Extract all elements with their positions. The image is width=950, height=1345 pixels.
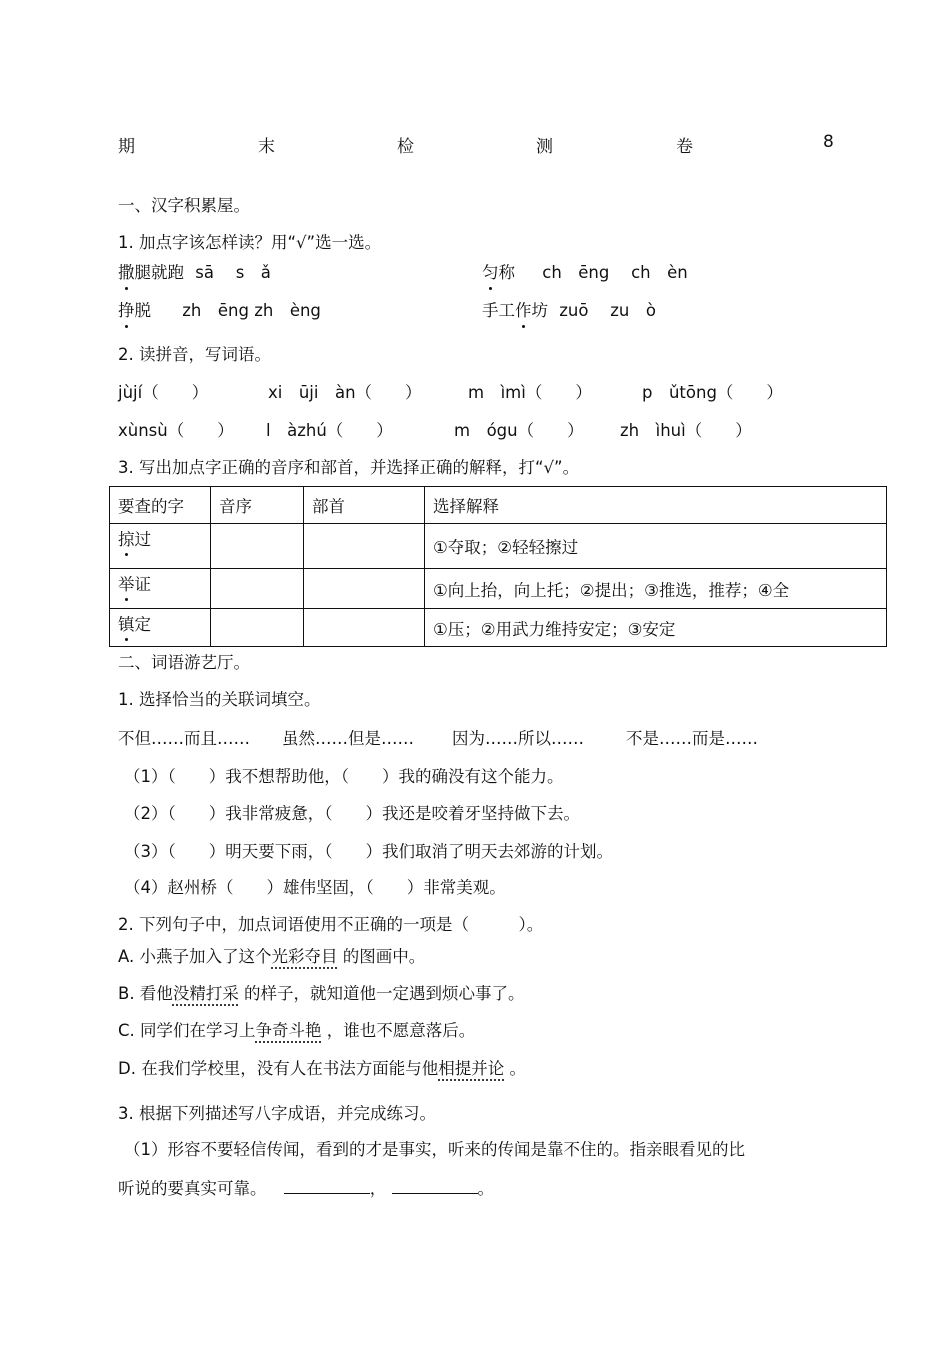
table-header: 部首 bbox=[304, 487, 425, 524]
punct: 。 bbox=[477, 1179, 494, 1198]
title-char: 卷 bbox=[676, 137, 693, 157]
s1-q1-item bbox=[482, 300, 656, 322]
meaning-cell[interactable]: ①压；②用武力维持安定；③安定 bbox=[425, 609, 887, 647]
word-rest: 坊 bbox=[531, 301, 548, 320]
table-header: 选择解释 bbox=[425, 487, 887, 524]
table-row bbox=[110, 569, 887, 609]
pinyin-item[interactable]: l àzhú（ ） bbox=[266, 421, 393, 440]
table-header-row bbox=[110, 487, 887, 524]
title-char: 期 bbox=[118, 137, 135, 157]
radical-cell[interactable] bbox=[304, 609, 425, 647]
table-header: 要查的字 bbox=[110, 487, 211, 524]
s2-q2-prompt: 2. 下列句子中，加点词语使用不正确的一项是（ ）。 bbox=[118, 915, 544, 934]
radical-cell[interactable] bbox=[304, 569, 425, 609]
option-text: D. 在我们学校里，没有人在书法方面能与他 bbox=[118, 1059, 439, 1078]
option-text: A. 小燕子加入了这个 bbox=[118, 947, 272, 966]
pinyin-options[interactable]: sā s ǎ bbox=[195, 263, 271, 282]
phonetic-cell[interactable] bbox=[211, 609, 304, 647]
option-text: 的样子，就知道他一定遇到烦心事了。 bbox=[238, 984, 525, 1003]
pinyin-item[interactable]: xùnsù（ ） bbox=[118, 421, 234, 440]
lookup-table bbox=[109, 486, 887, 647]
conjunction-option: 不是……而是…… bbox=[626, 729, 758, 748]
s2-q3-item-line bbox=[118, 1177, 494, 1200]
table-row bbox=[110, 609, 887, 647]
section2-heading: 二、词语游艺厅。 bbox=[118, 653, 250, 672]
pinyin-item[interactable]: xi ūji àn（ ） bbox=[268, 383, 422, 402]
dotted-char: 撒 bbox=[118, 263, 135, 282]
title-char: 测 bbox=[536, 137, 553, 157]
dotted-word: 争奇斗艳 bbox=[255, 1021, 322, 1040]
word-rest: 腿就跑 bbox=[134, 263, 184, 282]
pinyin-item[interactable]: zh ìhuì（ ） bbox=[620, 421, 752, 440]
s1-q2-prompt: 2. 读拼音，写词语。 bbox=[118, 345, 271, 364]
phonetic-cell[interactable] bbox=[211, 524, 304, 569]
table-header: 音序 bbox=[211, 487, 304, 524]
s1-q1-item bbox=[118, 262, 271, 284]
conjunction-option: 因为……所以…… bbox=[452, 729, 584, 748]
pinyin-options[interactable]: zh ēng zh èng bbox=[182, 301, 321, 320]
fill-item[interactable]: （2）（ ）我非常疲惫，（ ）我还是咬着牙坚持做下去。 bbox=[124, 804, 580, 823]
radical-cell[interactable] bbox=[304, 524, 425, 569]
dotted-word: 没精打采 bbox=[172, 984, 239, 1003]
punct: ， bbox=[369, 1179, 387, 1198]
word-rest: 证 bbox=[134, 575, 151, 594]
dotted-word: 相提并论 bbox=[438, 1059, 505, 1078]
word-pre: 手工 bbox=[482, 301, 515, 320]
dotted-char: 掠 bbox=[118, 526, 135, 550]
dotted-word: 光彩夺目 bbox=[271, 947, 338, 966]
word-rest: 称 bbox=[498, 263, 515, 282]
conjunction-option: 虽然……但是…… bbox=[282, 729, 414, 748]
lookup-word bbox=[110, 524, 211, 569]
answer-blank[interactable] bbox=[284, 1177, 370, 1194]
table-row bbox=[110, 524, 887, 569]
choice-option[interactable] bbox=[118, 1020, 475, 1042]
s1-q1-prompt: 1. 加点字该怎样读？用“√”选一选。 bbox=[118, 233, 382, 252]
fill-item[interactable]: （4）赵州桥（ ）雄伟坚固，（ ）非常美观。 bbox=[124, 878, 506, 897]
pinyin-item[interactable]: m ìmì（ ） bbox=[468, 383, 592, 402]
fill-item[interactable]: （1）（ ）我不想帮助他，（ ）我的确没有这个能力。 bbox=[124, 767, 564, 786]
phonetic-cell[interactable] bbox=[211, 569, 304, 609]
lookup-word bbox=[110, 569, 211, 609]
option-text: 的图画中。 bbox=[337, 947, 426, 966]
pinyin-options[interactable]: ch ēng ch èn bbox=[542, 263, 688, 282]
pinyin-item[interactable]: jùjí（ ） bbox=[118, 383, 209, 402]
s2-q3-item-line: （1）形容不要轻信传闻，看到的才是事实，听来的传闻是靠不住的。指亲眼看见的比 bbox=[124, 1140, 745, 1159]
lookup-word bbox=[110, 609, 211, 647]
s2-q3-prompt: 3. 根据下列描述写八字成语，并完成练习。 bbox=[118, 1104, 436, 1123]
pinyin-options[interactable]: zuō zu ò bbox=[559, 301, 656, 320]
s1-q1-item bbox=[118, 300, 321, 322]
dotted-char: 匀 bbox=[482, 263, 499, 282]
word-rest: 过 bbox=[134, 530, 151, 549]
choice-option[interactable] bbox=[118, 946, 425, 968]
conjunction-option: 不但……而且…… bbox=[118, 729, 250, 748]
dotted-char: 举 bbox=[118, 571, 135, 595]
choice-option[interactable] bbox=[118, 1058, 526, 1080]
s2-q1-prompt: 1. 选择恰当的关联词填空。 bbox=[118, 690, 321, 709]
s1-q3-prompt: 3. 写出加点字正确的音序和部首，并选择正确的解释，打“√”。 bbox=[118, 458, 580, 477]
meaning-cell[interactable]: ①夺取；②轻轻擦过 bbox=[425, 524, 887, 569]
pinyin-item[interactable]: p ǔtōng（ ） bbox=[642, 383, 783, 402]
pinyin-item[interactable]: m ógu（ ） bbox=[454, 421, 584, 440]
section1-heading: 一、汉字积累屋。 bbox=[118, 196, 250, 215]
answer-blank[interactable] bbox=[392, 1177, 478, 1194]
s1-q1-item bbox=[482, 262, 688, 284]
dotted-char: 挣 bbox=[118, 301, 135, 320]
title-char: 末 bbox=[258, 137, 275, 157]
word-rest: 脱 bbox=[134, 301, 151, 320]
fill-item[interactable]: （3）（ ）明天要下雨，（ ）我们取消了明天去郊游的计划。 bbox=[124, 842, 613, 861]
dotted-char: 作 bbox=[515, 301, 532, 320]
meaning-cell[interactable]: ①向上抬，向上托；②提出；③推选，推荐；④全 bbox=[425, 569, 887, 609]
word-rest: 定 bbox=[134, 615, 151, 634]
title-char: 8 bbox=[823, 132, 834, 152]
option-text: ，谁也不愿意落后。 bbox=[321, 1021, 476, 1040]
item-text: 听说的要真实可靠。 bbox=[118, 1179, 267, 1198]
option-text: 。 bbox=[504, 1059, 526, 1078]
option-text: C. 同学们在学习上 bbox=[118, 1021, 256, 1040]
option-text: B. 看他 bbox=[118, 984, 173, 1003]
dotted-char: 镇 bbox=[118, 611, 135, 635]
title-char: 检 bbox=[397, 137, 414, 157]
choice-option[interactable] bbox=[118, 983, 525, 1005]
